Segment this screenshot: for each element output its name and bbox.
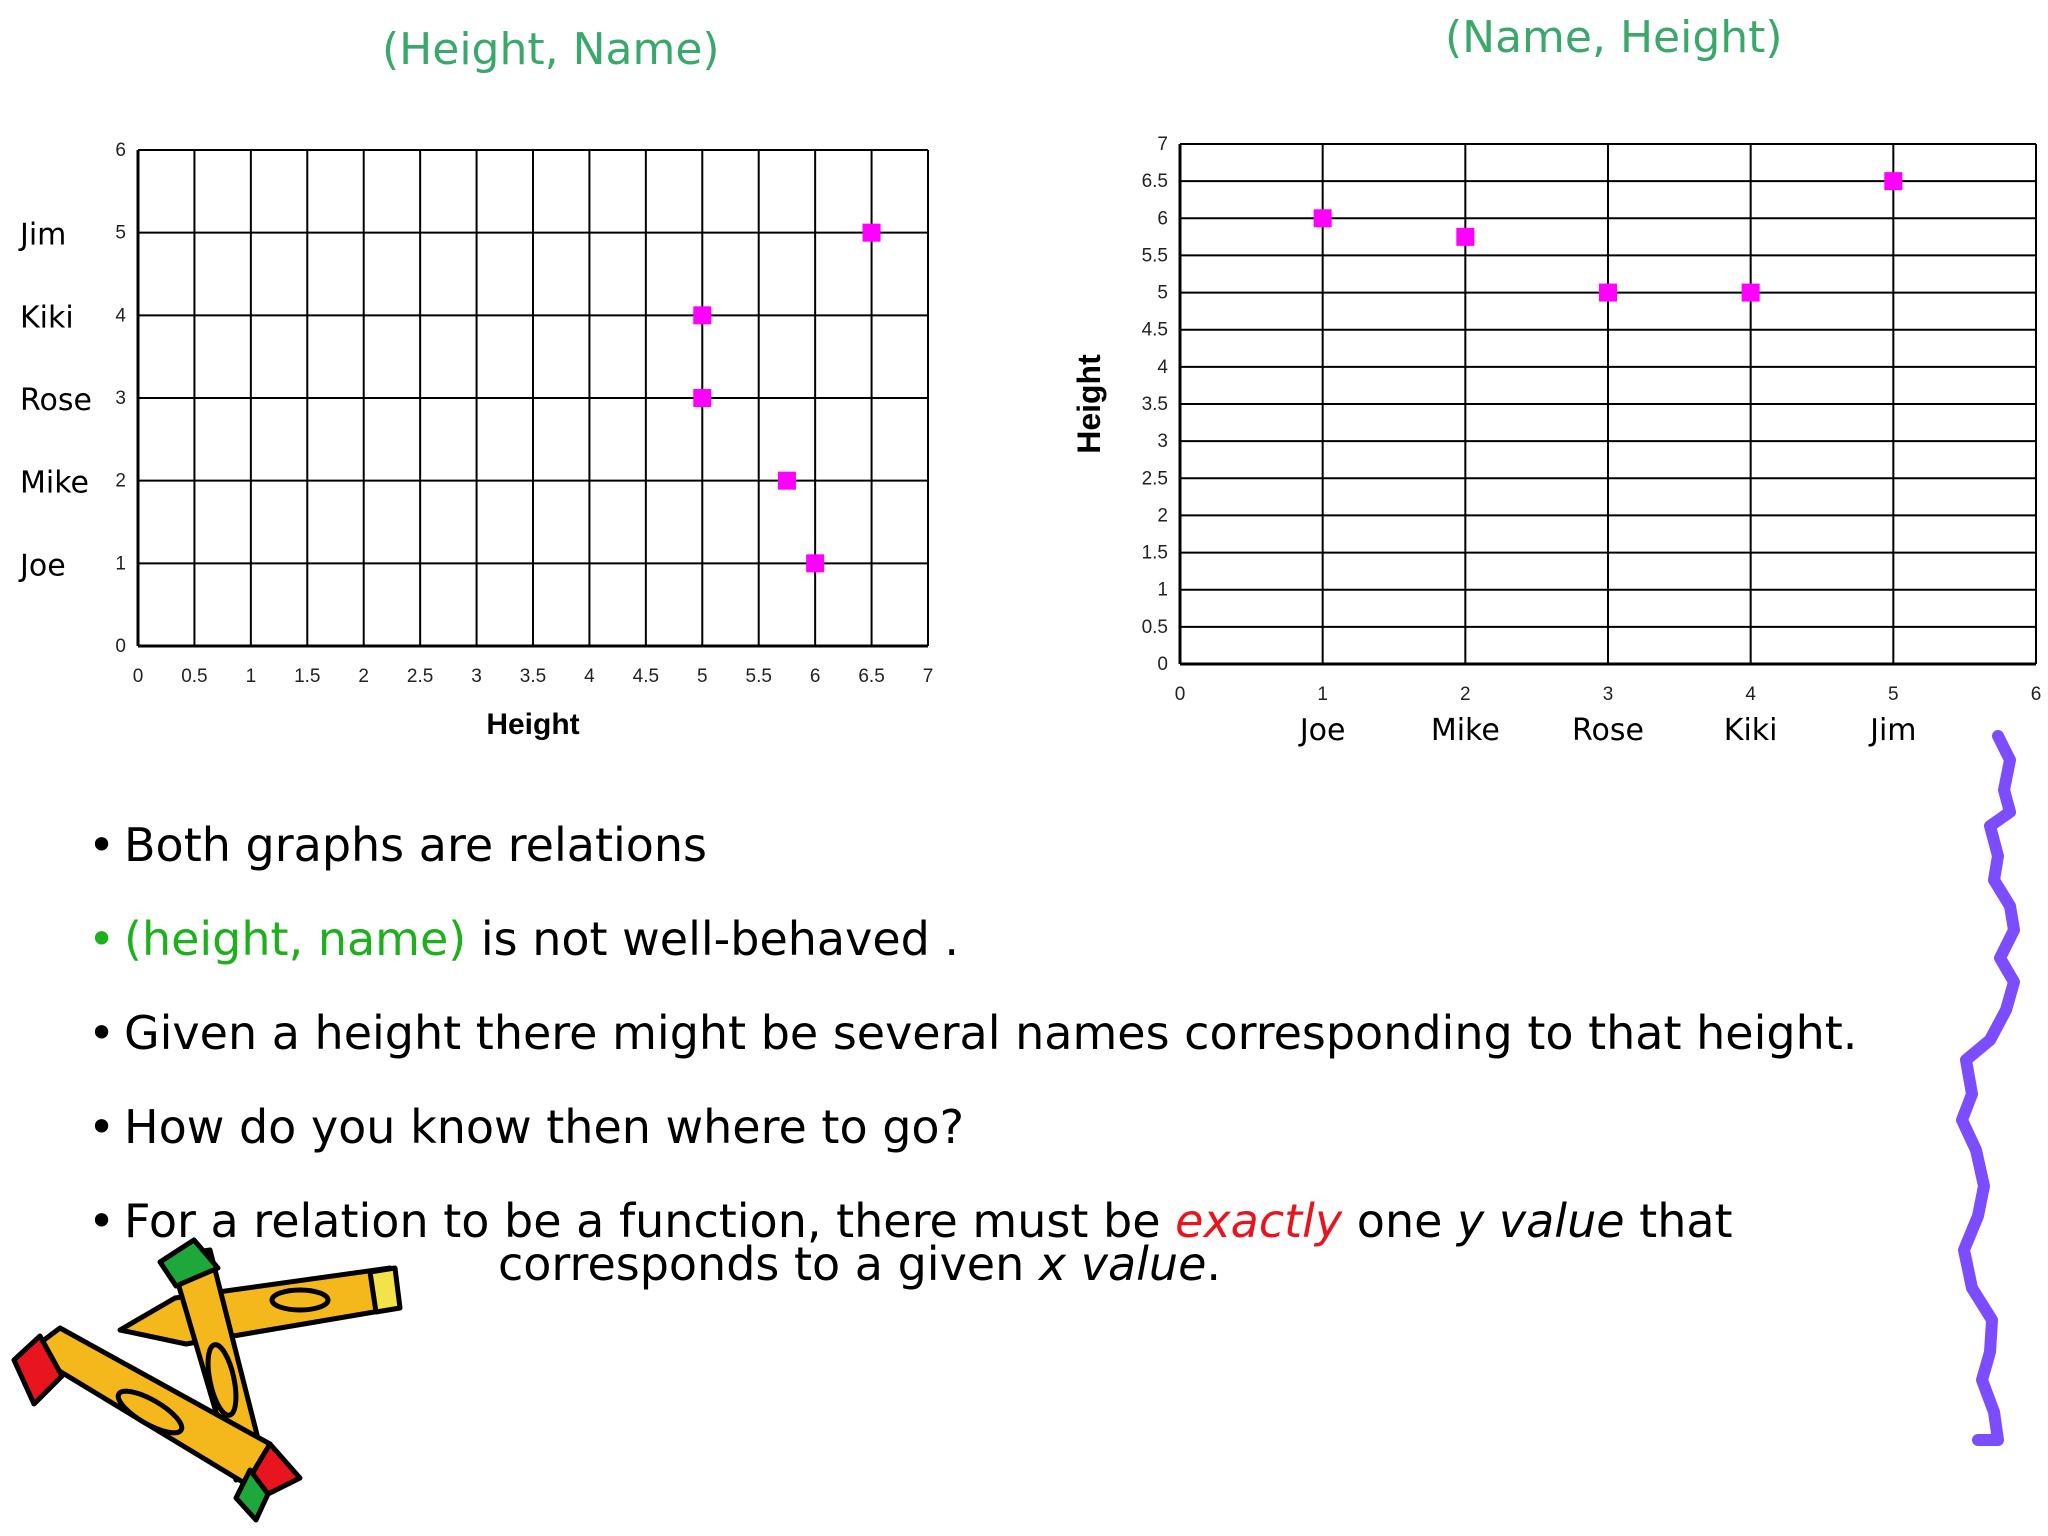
- y-tick-label: 1: [1157, 579, 1168, 601]
- bullet-text-4: How do you know then where to go?: [124, 1100, 964, 1154]
- data-point: [1742, 284, 1760, 302]
- x-category-label: Joe: [1299, 713, 1346, 748]
- x-tick-label: 4: [1745, 684, 1756, 705]
- y-tick-label: 3: [1157, 431, 1168, 453]
- y-category-label: Rose: [20, 383, 92, 418]
- data-point: [693, 306, 711, 324]
- bullet-text-5c: that: [1624, 1194, 1733, 1248]
- y-category-label: Kiki: [20, 300, 74, 336]
- y-tick-label: 2: [1157, 505, 1168, 527]
- bullet-text-2: is not well-behaved .: [466, 912, 960, 966]
- y-tick-label: 7: [1157, 134, 1168, 155]
- bullet-text-1: Both graphs are relations: [124, 818, 708, 872]
- x-tick-label: 6: [809, 666, 821, 687]
- x-category-label: Rose: [1572, 713, 1644, 748]
- x-tick-label: 2: [358, 666, 370, 687]
- x-tick-label: 0.5: [181, 666, 208, 687]
- y-tick-label: 6.5: [1141, 171, 1168, 193]
- data-point: [806, 554, 824, 572]
- y-tick-label: 5: [115, 222, 126, 244]
- x-category-label: Kiki: [1723, 713, 1778, 748]
- chart2-title: (Name, Height): [1445, 12, 1783, 63]
- x-tick-label: 1: [245, 666, 257, 687]
- x-tick-label: 2: [1460, 684, 1471, 705]
- bullet-text-5-xvalue: x value: [1038, 1237, 1207, 1291]
- bullet-text-5-yvalue: y value: [1457, 1194, 1625, 1248]
- bullet-dot: •: [88, 912, 116, 966]
- y-tick-label: 6: [115, 140, 126, 161]
- x-tick-label: 3.5: [519, 666, 547, 687]
- y-tick-label: 1.5: [1141, 542, 1168, 564]
- squiggle-icon: [1962, 736, 2014, 1440]
- data-point: [863, 224, 881, 242]
- y-tick-label: 2.5: [1141, 468, 1168, 490]
- bullet-list: [88, 798, 1948, 1294]
- x-tick-label: 0: [132, 666, 144, 687]
- bullet-dot: •: [88, 818, 116, 872]
- y-tick-label: 4.5: [1141, 319, 1168, 341]
- bullet-text-5-end: .: [1206, 1237, 1222, 1291]
- x-tick-label: 5: [696, 666, 708, 687]
- data-point: [1599, 284, 1617, 302]
- y-category-label: Mike: [20, 465, 89, 501]
- data-point: [1456, 228, 1474, 246]
- x-category-label: Jim: [1870, 713, 1917, 748]
- bullet-dot: •: [88, 1006, 116, 1060]
- x-tick-label: 3: [1602, 684, 1614, 705]
- x-tick-label: 6: [2030, 684, 2042, 705]
- y-axis-label: Height: [1071, 354, 1107, 454]
- x-tick-label: 4: [584, 666, 595, 687]
- bullet-text-2-highlight: (height, name): [124, 912, 467, 966]
- bullet-item-4: [88, 1080, 1948, 1174]
- x-tick-label: 1: [1317, 684, 1328, 705]
- x-tick-label: 1.5: [294, 666, 321, 687]
- bullet-dot: •: [88, 1194, 116, 1248]
- x-tick-label: 7: [922, 666, 934, 687]
- y-tick-label: 0: [1157, 654, 1168, 675]
- bullet-item-2: [88, 892, 1948, 986]
- x-tick-label: 5: [1888, 684, 1899, 705]
- y-tick-label: 1: [115, 553, 126, 575]
- data-point: [778, 472, 796, 490]
- data-point: [1884, 172, 1902, 190]
- bullet-dot: •: [88, 1100, 116, 1154]
- x-tick-label: 4.5: [632, 666, 660, 687]
- y-category-label: Joe: [20, 548, 66, 584]
- chart1-height-name: [18, 140, 933, 741]
- chart1-title: (Height, Name): [382, 24, 720, 75]
- bullet-text-5-cont: corresponds to a given: [498, 1237, 1039, 1291]
- y-tick-label: 4: [115, 305, 126, 327]
- y-tick-label: 2: [115, 470, 126, 492]
- x-tick-label: 2.5: [406, 666, 434, 687]
- bullet-item-1: [88, 798, 1948, 892]
- y-category-label: Jim: [20, 217, 67, 253]
- y-tick-label: 0: [115, 636, 126, 657]
- y-tick-label: 5.5: [1141, 245, 1168, 267]
- data-point: [1314, 209, 1332, 227]
- x-tick-label: 6.5: [858, 666, 885, 687]
- bullet-text-5-emphasis: exactly: [1175, 1194, 1343, 1248]
- chart2-name-height: [1071, 134, 2041, 748]
- x-axis-label: Height: [486, 708, 580, 741]
- x-category-label: Mike: [1430, 713, 1500, 748]
- bullet-text-5b: one: [1342, 1194, 1458, 1248]
- x-tick-label: 0: [1174, 684, 1186, 705]
- y-tick-label: 0.5: [1141, 616, 1168, 638]
- bullet-item-3: [88, 986, 1948, 1080]
- y-tick-label: 4: [1157, 356, 1168, 378]
- data-point: [693, 389, 711, 407]
- y-tick-label: 6: [1157, 208, 1168, 230]
- bullet-text-5a: For a relation to be a function, there must be: [124, 1194, 1176, 1248]
- y-tick-label: 3.5: [1141, 394, 1168, 415]
- y-tick-label: 5: [1157, 282, 1168, 304]
- bullet-text-3: Given a height there might be several names corresponding to that height.: [124, 1006, 1858, 1060]
- y-tick-label: 3: [115, 388, 126, 409]
- x-tick-label: 3: [471, 666, 482, 687]
- x-tick-label: 5.5: [745, 666, 772, 687]
